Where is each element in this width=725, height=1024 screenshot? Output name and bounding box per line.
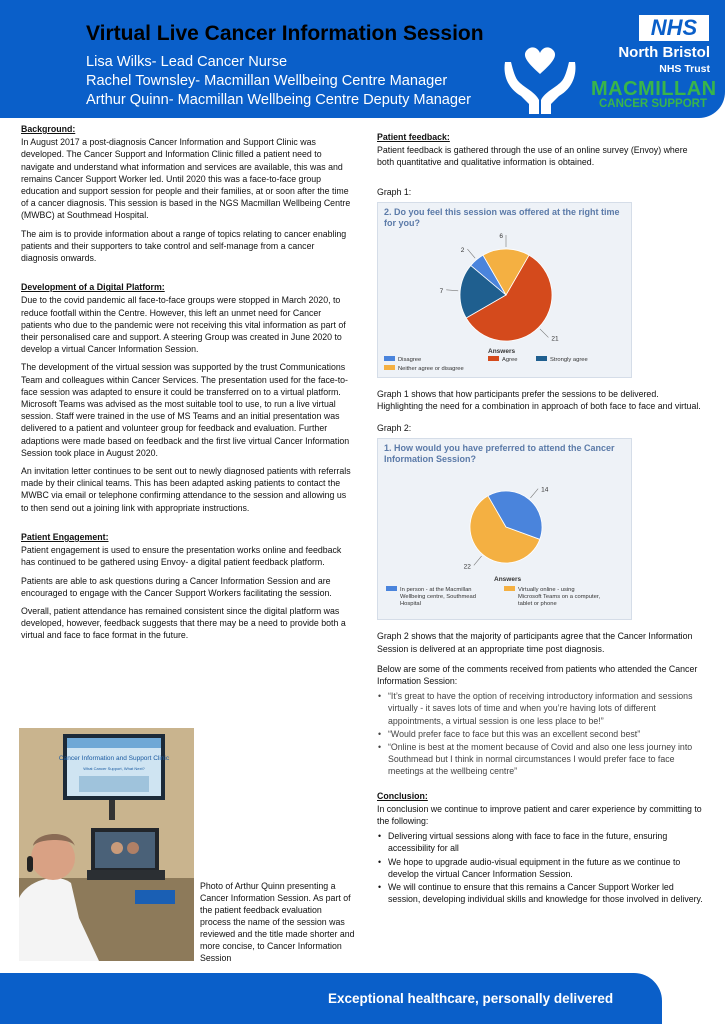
- presenter-photo-illustration: [19, 728, 194, 961]
- legend-swatch: [504, 586, 515, 591]
- nhs-logo: NHS: [639, 15, 709, 41]
- pie-leader-line: [467, 249, 475, 258]
- photo-caption: Photo of Arthur Quinn presenting a Cancer Information Session. As part of the patient feedback evaluation process the name of the session was reviewed and the title made shorter and more concise, to Cancer Information Session: [200, 881, 355, 963]
- digital-paragraph: The development of the virtual session was supported by the trust Communications Team and colleagues within Cancer Services. The presentation used for the face-to-face session was adapted to ensure it could be transferred on to a virtual platform. Microsoft Teams was advised as the most suitable tool to use, to run a live virtual session. Staff were trained in the use of MS Teams and an initial presentation was delivered to a patient and volunteer group for feedback and evaluation. Further adaptions were made based on feedback and the first live virtual Cancer Information Session took place in August 2020.: [21, 362, 350, 458]
- pie-leader-line: [530, 489, 538, 498]
- legend-swatch: [536, 356, 547, 361]
- page-title: Virtual Live Cancer Information Session: [86, 22, 484, 45]
- legend-swatch: [384, 365, 395, 370]
- graph2-chart: [377, 438, 632, 620]
- pie-value-label: 21: [551, 335, 559, 343]
- legend-label: Disagree: [398, 356, 422, 363]
- graph1-description: Graph 1 shows that how participants prefer the sessions to be delivered. Highlighting the need for a combination in approach of both face to face and virtual.: [377, 388, 701, 412]
- author-line: Lisa Wilks- Lead Cancer Nurse: [86, 54, 288, 70]
- screen-subtitle: What Cancer Support, What Next?: [83, 766, 145, 771]
- legend-title: Answers: [488, 347, 516, 355]
- background-paragraph: The aim is to provide information about a range of topics relating to cancer enabling patients and their supporters to take control and self-manage from a cancer diagnosis onwards.: [21, 228, 347, 264]
- background-heading: Background:: [21, 124, 76, 134]
- legend-swatch: [384, 356, 395, 361]
- pie-value-label: 2: [460, 246, 465, 254]
- conclusion-heading: Conclusion:: [377, 790, 428, 801]
- conclusion-item: • Delivering virtual sessions along with face to face in the future, ensuring accessibility for all: [377, 830, 707, 854]
- engagement-heading: Patient Engagement:: [21, 531, 109, 542]
- graph2-label: Graph 2:: [377, 423, 412, 434]
- author-line: Rachel Townsley- Macmillan Wellbeing Centre Manager: [86, 73, 448, 89]
- graph2-description: Graph 2 shows that the majority of participants agree that the Cancer Information Session is delivered at an appropriate time post diagnosis.: [377, 631, 693, 654]
- legend-swatch: [386, 586, 397, 591]
- author-line: Arthur Quinn- Macmillan Wellbeing Centre Deputy Manager: [86, 92, 472, 108]
- conclusion-paragraph: In conclusion we continue to improve patient and carer experience by committing to the following:: [377, 803, 702, 827]
- conclusion-item: • We hope to upgrade audio-visual equipment in the future as we continue to develop the virtual Cancer Information Session.: [377, 856, 707, 880]
- digital-heading: Development of a Digital Platform:: [21, 282, 165, 293]
- feedback-paragraph: Patient feedback is gathered through the use of an online survey (Envoy) where both quantitative and qualitative information is obtained.: [377, 145, 688, 168]
- chart-title: 2. Do you feel this session was offered at the right time for you?: [384, 206, 620, 228]
- pie-leader-line: [446, 290, 458, 291]
- conclusion-item: • We will continue to ensure that this remains a Cancer Support Worker led session, developing individual skills and knowledge for those involved in delivery.: [377, 881, 707, 905]
- pie-value-label: 6: [499, 232, 503, 240]
- left-column: [21, 123, 351, 648]
- right-column: [377, 131, 707, 911]
- digital-paragraph: Due to the covid pandemic all face-to-face groups were stopped in March 2020, to reduce footfall within the Centre. However, this left an unmet need for Cancer patients who due to the pandemic were not receiving this vital information as part of their personalised care and support. A steering Group was created in June 2020 to develop a virtual Cancer Information Session.: [21, 295, 346, 355]
- macmillan-logo-line2: CANCER SUPPORT: [599, 98, 707, 110]
- legend-label: Virtually online - using Microsoft Teams on a computer, tablet or phone: [518, 587, 601, 608]
- org-trust: NHS Trust: [659, 63, 710, 75]
- comments-list: [377, 690, 707, 777]
- footer-tagline: Exceptional healthcare, personally delivered: [328, 991, 614, 1006]
- graph1-chart: [377, 202, 632, 378]
- presenter-photo: [19, 728, 194, 961]
- pie-leader-line: [540, 329, 548, 337]
- pie-leader-line: [474, 557, 482, 566]
- legend-label: Agree: [502, 356, 518, 363]
- comments-intro: Below are some of the comments received from patients who attended the Cancer Information Session:: [377, 663, 698, 687]
- pie-value-label: 7: [439, 287, 444, 295]
- engagement-paragraph: Patient engagement is used to ensure the presentation works online and feedback has continued to be gathered using Envoy- a digital patient feedback platform.: [21, 545, 342, 568]
- engagement-paragraph: Overall, patient attendance has remained consistent since the digital platform was developed, however, feedback suggests that there may be a need to provide both a virtual and face to face format in the future.: [21, 605, 346, 641]
- screen-title: Cancer Information and Support Clinic: [58, 755, 170, 762]
- macmillan-logo-line1: MACMILLAN: [591, 78, 717, 100]
- org-name: North Bristol: [618, 44, 710, 61]
- comment-item: • “Online is best at the moment because of Covid and also one less journey into Southmead but I think in normal circumstances I would prefer face to face meetings at the wellbeing centre”: [377, 741, 707, 778]
- header-banner: [0, 0, 725, 118]
- legend-swatch: [488, 356, 499, 361]
- graph1-pie-svg: [378, 233, 631, 373]
- legend-label: Neither agree or disagree: [398, 365, 464, 372]
- legend-label: In person - at the Macmillan Wellbeing centre, Southmead Hospital: [400, 587, 476, 608]
- pie-value-label: 22: [463, 563, 471, 571]
- pie-value-label: 14: [541, 487, 549, 495]
- legend-label: Strongly agree: [550, 356, 588, 363]
- legend-title: Answers: [494, 576, 522, 584]
- digital-paragraph: An invitation letter continues to be sent out to newly diagnosed patients with referrals made by their clinical teams. This has been adapted asking patients to contact the MWBC via email or telephone confirming attendance to the session and allowing us to then send out a joining link with appropriate instructions.: [21, 466, 351, 513]
- comment-item: • “Would prefer face to face but this was an excellent second best”: [377, 728, 707, 740]
- engagement-paragraph: Patients are able to ask questions during a Cancer Information Session and are encouraged to engage with the Cancer Support Workers facilitating the session.: [21, 575, 332, 598]
- macmillan-logo: [591, 79, 715, 111]
- background-paragraph: In August 2017 a post-diagnosis Cancer Information and Support Clinic was developed. The Cancer Support and Information Clinic filled a patient need to navigate and understand what information and services are available, this was and remains Cancer Support Worker led. Until 2020 this was a face-to-face group education and support session for people and their families, at or soon after the time of a cancer diagnosis. This session is based in the NGS Macmillan Wellbeing Centre (MWBC) at Southmead Hospital.: [21, 137, 351, 221]
- conclusion-list: [377, 830, 707, 905]
- chart-title: 1. How would you have preferred to attend the Cancer Information Session?: [384, 443, 615, 465]
- graph2-pie-svg: [378, 469, 631, 615]
- footer-banner: [0, 973, 662, 1024]
- comment-item: • “It’s great to have the option of receiving introductory information and sessions virtually - it saves lots of time and when you’re having lots of different appointments, a virtual session is one less place to be!”: [377, 690, 707, 727]
- graph1-label: Graph 1:: [377, 186, 412, 197]
- feedback-heading: Patient feedback:: [377, 132, 450, 142]
